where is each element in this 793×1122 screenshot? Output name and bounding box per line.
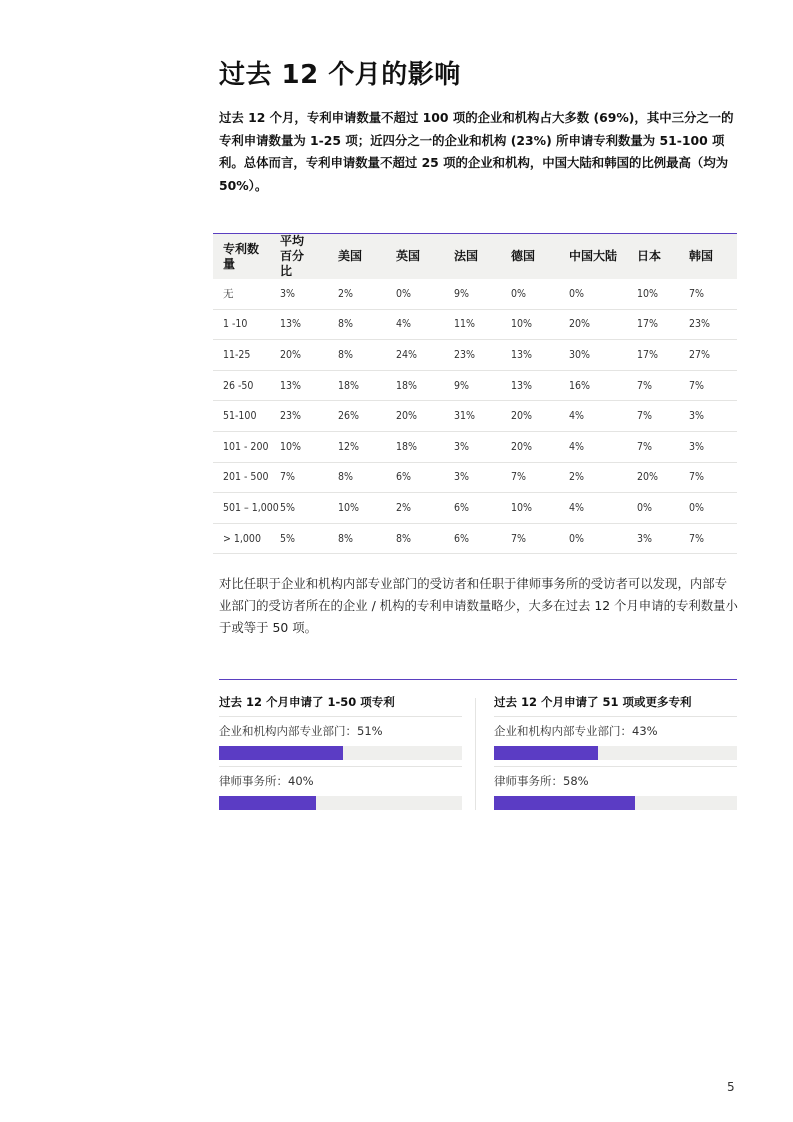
table-cell: 18% [328, 370, 386, 401]
table-cell: 10% [627, 279, 679, 309]
bar-label: 企业和机构内部专业部门：51% [219, 724, 383, 738]
row-label-cell: 26 -50 [213, 370, 270, 401]
bar-track [494, 796, 737, 810]
table-cell: 18% [386, 431, 444, 462]
table-cell: 13% [501, 370, 559, 401]
table-cell: 4% [559, 493, 627, 524]
header-uk: 英国 [386, 234, 444, 279]
header-us: 美国 [328, 234, 386, 279]
panel-51-plus-patents [494, 680, 737, 816]
row-label-cell: 501 – 1,000 [213, 493, 270, 524]
table-cell: 8% [328, 523, 386, 554]
bar-item-in-house [494, 717, 737, 767]
header-average-percent: 平均百分比 [270, 234, 328, 279]
header-patent-count: 专利数量 [213, 234, 270, 279]
page-title: 过去 12 个月的影响 [219, 60, 461, 90]
table-body [213, 279, 737, 554]
table-cell: 4% [386, 309, 444, 340]
table-cell: 0% [559, 279, 627, 309]
bar-track [219, 746, 462, 760]
table-cell: 10% [270, 431, 328, 462]
table-cell: 4% [559, 401, 627, 432]
table-cell: 8% [328, 309, 386, 340]
table-cell: 26% [328, 401, 386, 432]
panel-1-50-patents [219, 680, 462, 816]
header-china: 中国大陆 [559, 234, 627, 279]
table-row [213, 340, 737, 371]
table-cell: 13% [270, 370, 328, 401]
table-cell: 12% [328, 431, 386, 462]
bar-item-law-firm [494, 767, 737, 816]
table-cell: 20% [270, 340, 328, 371]
table-cell: 7% [627, 401, 679, 432]
bar-item-law-firm [219, 767, 462, 816]
table-cell: 23% [679, 309, 737, 340]
table-cell: 20% [627, 462, 679, 493]
table-cell: 2% [328, 279, 386, 309]
patent-count-table [213, 233, 737, 554]
table-cell: 7% [270, 462, 328, 493]
table-cell: 4% [559, 431, 627, 462]
row-label-cell: > 1,000 [213, 523, 270, 554]
header-japan: 日本 [627, 234, 679, 279]
table-cell: 7% [627, 431, 679, 462]
table-cell: 7% [627, 370, 679, 401]
table-cell: 0% [679, 493, 737, 524]
panel-divider [475, 698, 476, 810]
row-label-cell: 11-25 [213, 340, 270, 371]
row-label-cell: 1 -10 [213, 309, 270, 340]
page-number: 5 [727, 1080, 735, 1094]
bar-fill [219, 746, 343, 760]
table-cell: 10% [501, 493, 559, 524]
table-cell: 3% [270, 279, 328, 309]
table-cell: 3% [444, 462, 501, 493]
bar-track [494, 746, 737, 760]
table-cell: 31% [444, 401, 501, 432]
table-cell: 8% [328, 462, 386, 493]
table-cell: 9% [444, 370, 501, 401]
row-label-cell: 101 - 200 [213, 431, 270, 462]
table-cell: 0% [559, 523, 627, 554]
table-cell: 5% [270, 523, 328, 554]
bar-fill [494, 746, 598, 760]
table-cell: 3% [627, 523, 679, 554]
table-row [213, 370, 737, 401]
table-cell: 6% [444, 523, 501, 554]
table-cell: 7% [679, 370, 737, 401]
table-cell: 0% [627, 493, 679, 524]
header-korea: 韩国 [679, 234, 737, 279]
table-cell: 23% [444, 340, 501, 371]
table-row [213, 493, 737, 524]
table-cell: 6% [444, 493, 501, 524]
bar-fill [219, 796, 316, 810]
table-cell: 7% [679, 279, 737, 309]
header-germany: 德国 [501, 234, 559, 279]
table-cell: 27% [679, 340, 737, 371]
data-table [213, 234, 737, 554]
row-label-cell: 51-100 [213, 401, 270, 432]
table-cell: 20% [501, 401, 559, 432]
comparison-bars [219, 679, 737, 810]
table-cell: 13% [270, 309, 328, 340]
table-cell: 10% [501, 309, 559, 340]
table-cell: 24% [386, 340, 444, 371]
row-label-cell: 201 - 500 [213, 462, 270, 493]
table-cell: 3% [679, 431, 737, 462]
table-row [213, 431, 737, 462]
table-cell: 11% [444, 309, 501, 340]
bar-label: 律师事务所：40% [219, 774, 314, 788]
panel-title: 过去 12 个月申请了 51 项或更多专利 [494, 680, 737, 717]
bar-track [219, 796, 462, 810]
table-header-row [213, 234, 737, 279]
table-cell: 23% [270, 401, 328, 432]
table-row [213, 401, 737, 432]
table-cell: 0% [386, 279, 444, 309]
table-row [213, 523, 737, 554]
table-cell: 16% [559, 370, 627, 401]
table-cell: 20% [386, 401, 444, 432]
table-cell: 7% [501, 523, 559, 554]
table-cell: 18% [386, 370, 444, 401]
table-cell: 20% [501, 431, 559, 462]
table-row [213, 279, 737, 309]
panel-title: 过去 12 个月申请了 1-50 项专利 [219, 680, 462, 717]
table-cell: 7% [501, 462, 559, 493]
table-row [213, 462, 737, 493]
table-cell: 3% [679, 401, 737, 432]
table-cell: 5% [270, 493, 328, 524]
table-cell: 0% [501, 279, 559, 309]
table-cell: 7% [679, 523, 737, 554]
table-cell: 10% [328, 493, 386, 524]
table-cell: 17% [627, 340, 679, 371]
table-cell: 17% [627, 309, 679, 340]
table-cell: 8% [328, 340, 386, 371]
table-cell: 3% [444, 431, 501, 462]
bar-label: 律师事务所：58% [494, 774, 589, 788]
bar-item-in-house [219, 717, 462, 767]
table-cell: 9% [444, 279, 501, 309]
table-cell: 30% [559, 340, 627, 371]
row-label-cell: 无 [213, 279, 270, 309]
bar-fill [494, 796, 635, 810]
bar-label: 企业和机构内部专业部门：43% [494, 724, 658, 738]
intro-paragraph: 过去 12 个月，专利申请数量不超过 100 项的企业和机构占大多数 (69%)，其中三分之一的专利申请数量为 1-25 项；近四分之一的企业和机构 (23%) 所申请专利数量为 51-100 项利。总体而言，专利申请数量不超过 25 项的企业和机构，中国大陆和韩国的比例最高（均为 50%）。 [219, 110, 734, 193]
table-cell: 2% [386, 493, 444, 524]
table-cell: 2% [559, 462, 627, 493]
table-cell: 7% [679, 462, 737, 493]
comparison-paragraph: 对比任职于企业和机构内部专业部门的受访者和任职于律师事务所的受访者可以发现，内部专业部门的受访者所在的企业 / 机构的专利申请数量略少，大多在过去 12 个月申请的专利数量小于或等于 50 项。 [219, 576, 738, 635]
table-cell: 20% [559, 309, 627, 340]
table-cell: 13% [501, 340, 559, 371]
header-france: 法国 [444, 234, 501, 279]
table-row [213, 309, 737, 340]
table-cell: 8% [386, 523, 444, 554]
table-cell: 6% [386, 462, 444, 493]
